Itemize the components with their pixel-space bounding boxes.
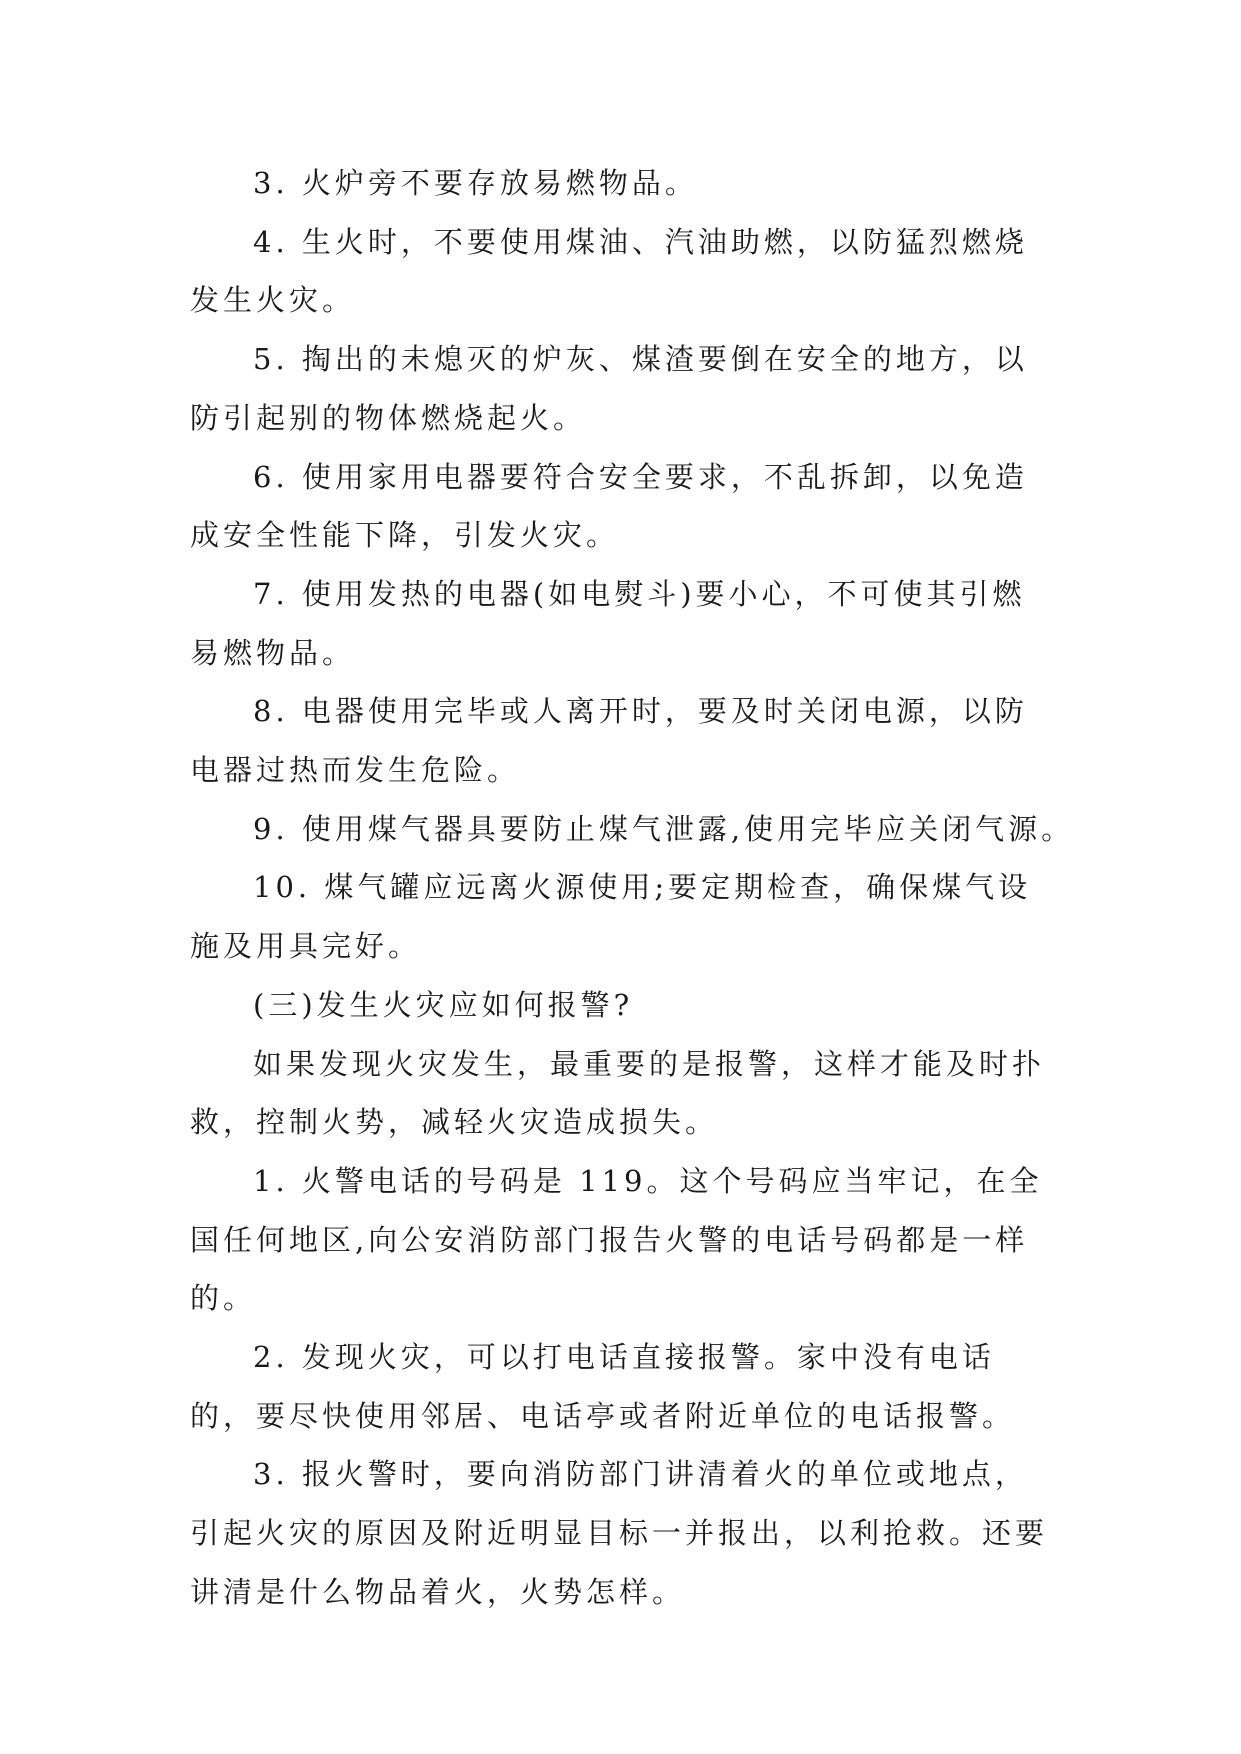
paragraph-item-3-fire-stove: 3. 火炉旁不要存放易燃物品。 — [253, 166, 698, 200]
paragraph-report-1-fire-number: 1. 火警电话的号码是 119。这个号码应当牢记，在全国任何地区,向公安消防部门报告火警的电话号码都是一样的。 — [190, 1163, 1043, 1316]
paragraph-report-3-report-details: 3. 报火警时，要向消防部门讲清着火的单位或地点，引起火灾的原因及附近明显目标一并报出，以利抢救。还要讲清是什么物品着火，火势怎样。 — [190, 1457, 1049, 1609]
paragraph-report-2-call-directly: 2. 发现火灾，可以打电话直接报警。家中没有电话的，要尽快使用邻居、电话亭或者附近单位的电话报警。 — [190, 1340, 1016, 1433]
paragraph-item-5-ash-disposal: 5. 掏出的未熄灭的炉灰、煤渣要倒在安全的地方，以防引起别的物体燃烧起火。 — [190, 342, 1028, 435]
document-body — [190, 154, 1075, 1622]
section-heading-fire-report: (三)发生火灾应如何报警? — [253, 987, 634, 1022]
paragraph-report-intro: 如果发现火灾发生，最重要的是报警，这样才能及时扑救，控制火势，减轻火灾造成损失。 — [190, 1046, 1046, 1140]
paragraph-item-9-gas-appliances: 9. 使用煤气器具要防止煤气泄露,使用完毕应关闭气源。 — [253, 811, 1075, 846]
paragraph-item-6-appliances: 6. 使用家用电器要符合安全要求，不乱拆卸，以免造成安全性能下降，引发火灾。 — [190, 459, 1028, 553]
paragraph-item-4-lighting-fire: 4. 生火时，不要使用煤油、汽油助燃，以防猛烈燃烧发生火灾。 — [190, 224, 1028, 318]
paragraph-item-8-power-off: 8. 电器使用完毕或人离开时，要及时关闭电源，以防电器过热而发生危险。 — [190, 694, 1028, 788]
paragraph-item-7-heating-appliances: 7. 使用发热的电器(如电熨斗)要小心，不可使其引燃易燃物品。 — [190, 576, 1026, 670]
paragraph-item-10-gas-tank: 10. 煤气罐应远离火源使用;要定期检查，确保煤气设施及用具完好。 — [190, 870, 1032, 964]
